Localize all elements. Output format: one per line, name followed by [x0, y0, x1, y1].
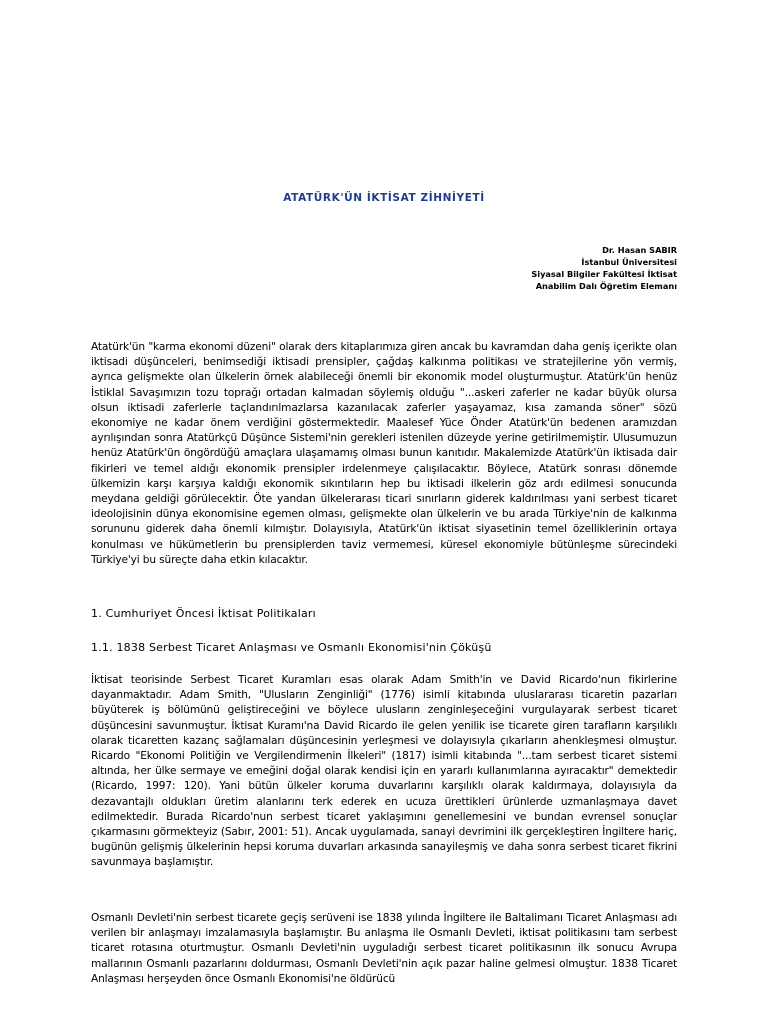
author-position: Anabilim Dalı Öğretim Elemanı [535, 281, 677, 291]
intro-section [91, 340, 677, 568]
paragraph-2-block [91, 673, 677, 871]
paragraph-3: Osmanlı Devleti'nin serbest ticarete geçiş serüveni ise 1838 yılında İngiltere ile Baltalimanı Ticaret Anlaşması adı verilen bir anlaşmayı imzalamasıyla başlamıştır. Bu anlaşma ile Osmanlı Devleti, iktisat politikasını tam serbest ticaret rotasına oturtmuştur. Osmanlı Devleti'nin uyguladığı serbest ticaret politikasının ilk sonucu Avrupa mallarının Osmanlı pazarlarını doldurması, Osmanlı Devleti'nin açık pazar haline gelmesi olmuştur. 1838 Ticaret Anlaşması herşeyden önce Osmanlı Ekonomisi'ne öldürücü [91, 912, 677, 985]
section-1-1-heading: 1.1. 1838 Serbest Ticaret Anlaşması ve Osmanlı Ekonomisi'nin Çöküşü [91, 641, 492, 654]
paragraph-3-block [91, 911, 677, 987]
document-title: ATATÜRK'ÜN İKTİSAT ZİHNİYETİ [283, 192, 485, 204]
intro-paragraph: Atatürk'ün "karma ekonomi düzeni" olarak ders kitaplarımıza giren ancak bu kavramdan daha geniş içerikte olan iktisadi düşünceleri, benimsediği iktisadi prensipler, çağdaş kalkınma politikası ve stratejilerine yön vermiş, ayrıca gelişmekte olan ülkelerin örnek alabileceği önemli bir ekonomik model oluşturmuştur. Atatürk'ün henüz İstiklal Savaşımızın tozu toprağı ortadan kalmadan söylemiş olduğu "...askeri zaferler ne kadar büyük olursa olsun iktisadi zaferlerle taçlandırılmazlarsa kazanılacak zaferler yaşayamaz, kısa zamanda söner" sözü ekonomiye ne kadar önem verdiğini göstermektedir. Maalesef Yüce Önder Atatürk'ün bedenen aramızdan ayrılışından sonra Atatürkçü Düşünce Sistemi'nin gerekleri istenilen düzeyde yerine getirilmemiştir. Ulusumuzun henüz Atatürk'ün öngördüğü amaçlara ulaşamamış olması bunun kanıtıdır. Makalemizde Atatürk'ün iktisada dair fikirleri ve temel aldığı ekonomik prensipler irdelenmeye çalışılacaktır. Böylece, Atatürk sonrası dönemde ülkemizin karşı karşıya kaldığı ekonomik sıkıntıların hep bu iktisadi ilkelerin göz ardı edilmesi sonucunda meydana geldiği görülecektir. Öte yandan ülkelerarası ticari sınırların giderek kaldırılması yani serbest ticaret ideolojisinin dünya ekonomisine egemen olması, gelişmekte olan ülkelerin ve bu arada Türkiye'nin de kalkınma sorununu giderek daha önemli kılmıştır. Dolayısıyla, Atatürk'ün iktisat siyasetinin temel özelliklerinin ortaya konulması ve hükümetlerin bu prensiplerden taviz vermemesi, küresel ekonomiyle bütünleşme sürecindeki Türkiye'yi bu süreçte daha etkin kılacaktır. [91, 341, 677, 566]
author-block [531, 244, 677, 292]
paragraph-2: İktisat teorisinde Serbest Ticaret Kuramları esas olarak Adam Smith'in ve David Ricardo'nun fikirlerine dayanmaktadır. Adam Smith, "Ulusların Zenginliği" (1776) isimli kitabında uluslararası ticaretin pazarları büyüterek iş bölümünü geliştireceğini ve böylece ulusların zenginleşeceğini vurgulayarak serbest ticaret düşüncesini savunmuştur. İktisat Kuramı'na David Ricardo ile gelen yenilik ise ticarete giren tarafların karşılıklı olarak ticaretten kazanç sağlamaları düşüncesinin yerleşmesi ve dolayısıyla çıkarların ahenkleşmesi olmuştur. Ricardo "Ekonomi Politiğin ve Vergilendirmenin İlkeleri" (1817) isimli kitabında "...tam serbest ticaret sistemi altında, her ülke sermaye ve emeğini doğal olarak kendisi için en yararlı kullanımlarına ayıracaktır" demektedir (Ricardo, 1997: 120). Yani bütün ülkeler koruma duvarlarını karşılıklı olarak kaldırmaya, dolayısıyla da dezavantajlı oldukları üretim alanlarını terk ederek en ucuza ürettikleri ürünlerde uzmanlaşmaya davet edilmektedir. Burada Ricardo'nun serbest ticaret yaklaşımını genellemesini ve bundan evrensel sonuçlar çıkarmasını görmekteyiz (Sabır, 2001: 51). Ancak uygulamada, sanayi devrimini ilk gerçekleştiren İngiltere hariç, bugünün gelişmiş ülkelerinin hepsi koruma duvarları arkasında sanayileşmiş ve daha sonra serbest ticaret fikrini savunmaya başlamıştır. [91, 674, 677, 869]
author-name: Dr. Hasan SABIR [602, 245, 677, 255]
author-university: İstanbul Üniversitesi [581, 257, 677, 267]
section-1-heading: 1. Cumhuriyet Öncesi İktisat Politikaları [91, 607, 316, 620]
author-faculty: Siyasal Bilgiler Fakültesi İktisat [531, 269, 677, 279]
